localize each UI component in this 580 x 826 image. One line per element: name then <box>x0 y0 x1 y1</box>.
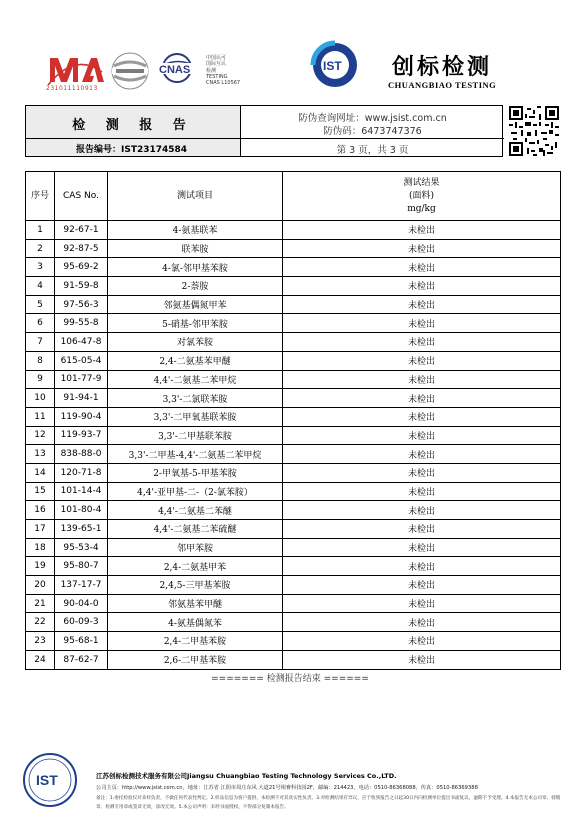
row-index: 8 <box>26 351 55 370</box>
svg-text:IST: IST <box>36 772 58 788</box>
row-cas: 615-05-4 <box>55 351 108 370</box>
cma-number: 231011110913 <box>46 85 98 92</box>
table-row <box>26 351 561 370</box>
table-row <box>26 520 561 539</box>
row-result: 未检出 <box>283 538 561 557</box>
cnas-caption: 中国认可 国际互认 检测 TESTING CNAS L10567 <box>206 55 241 87</box>
header-result: 测试结果 (面料) mg/kg <box>283 172 561 221</box>
row-item: 2,4-二氨基苯甲醚 <box>108 351 283 370</box>
row-cas: 97-56-3 <box>55 295 108 314</box>
verify-site: 防伪查询网址：www.jsist.com.cn <box>298 113 447 124</box>
header-index: 序号 <box>26 172 55 221</box>
brand-name-en: CHUANGBIAO TESTING <box>388 80 497 90</box>
verify-code: 防伪码：6473747376 <box>323 126 422 137</box>
row-item: 4-氨基联苯 <box>108 221 283 240</box>
table-row <box>26 277 561 296</box>
row-result: 未检出 <box>283 389 561 408</box>
row-result: 未检出 <box>283 314 561 333</box>
row-cas: 99-55-8 <box>55 314 108 333</box>
row-result: 未检出 <box>283 221 561 240</box>
table-row <box>26 295 561 314</box>
row-cas: 119-90-4 <box>55 407 108 426</box>
report-info-box <box>25 105 503 157</box>
row-item: 3,3'-二甲氧基联苯胺 <box>108 407 283 426</box>
svg-text:IST: IST <box>323 59 342 73</box>
row-index: 3 <box>26 258 55 277</box>
ilac-mra-logo <box>108 50 152 92</box>
row-cas: 60-09-3 <box>55 613 108 632</box>
row-index: 19 <box>26 557 55 576</box>
row-result: 未检出 <box>283 482 561 501</box>
row-index: 1 <box>26 221 55 240</box>
header-cas: CAS No. <box>55 172 108 221</box>
table-row <box>26 239 561 258</box>
row-cas: 90-04-0 <box>55 594 108 613</box>
row-cas: 139-65-1 <box>55 520 108 539</box>
row-result: 未检出 <box>283 239 561 258</box>
row-cas: 95-69-2 <box>55 258 108 277</box>
row-cas: 87-62-7 <box>55 650 108 669</box>
row-cas: 120-71-8 <box>55 463 108 482</box>
table-row <box>26 221 561 240</box>
row-item: 4,4'-二氨基二苯硫醚 <box>108 520 283 539</box>
cma-logo <box>46 52 104 88</box>
footer-notes: 备注：1.委托检验仅对来样负责，不做任何代表性判定。2.样品信息为客户提供，本检测不对其真实性负责。3.对检测结果有异议，应于收到报告之日起30日内向检测单位提出书面复议，逾期不予受理。4.本报告无本公司章、骑缝章、检测专用章或签章无效，涂改无效。5.本公司声明：未经书面授权，不得部分复制本报告。 <box>96 796 561 810</box>
table-row <box>26 445 561 464</box>
row-result: 未检出 <box>283 463 561 482</box>
table-row <box>26 463 561 482</box>
row-item: 对氯苯胺 <box>108 333 283 352</box>
row-index: 20 <box>26 576 55 595</box>
table-row <box>26 482 561 501</box>
report-number: 报告编号：IST23174584 <box>76 145 188 155</box>
row-item: 3,3'-二氯联苯胺 <box>108 389 283 408</box>
row-cas: 101-80-4 <box>55 501 108 520</box>
results-table <box>25 171 561 670</box>
table-row <box>26 314 561 333</box>
row-item: 2,4,5-三甲基苯胺 <box>108 576 283 595</box>
row-item: 4,4'-亚甲基-二-（2-氯苯胺） <box>108 482 283 501</box>
row-cas: 137-17-7 <box>55 576 108 595</box>
row-item: 2,4-二氨基甲苯 <box>108 557 283 576</box>
table-row <box>26 632 561 651</box>
brand-name-cn: 创标检测 <box>392 54 493 80</box>
row-result: 未检出 <box>283 632 561 651</box>
footer-company: 江苏创标检测技术服务有限公司Jiangsu Chuangbiao Testing Technology Services Co.,LTD. <box>96 772 397 780</box>
row-cas: 101-14-4 <box>55 482 108 501</box>
row-item: 3,3'-二甲基-4,4'-二氨基二苯甲烷 <box>108 445 283 464</box>
report-title-cell <box>26 106 241 156</box>
row-cas: 101-77-9 <box>55 370 108 389</box>
row-item: 3,3'-二甲基联苯胺 <box>108 426 283 445</box>
row-item: 5-硝基-邻甲苯胺 <box>108 314 283 333</box>
row-item: 2,6-二甲基苯胺 <box>108 650 283 669</box>
row-item: 邻氨基苯甲醚 <box>108 594 283 613</box>
row-item: 2-萘胺 <box>108 277 283 296</box>
table-row <box>26 650 561 669</box>
row-item: 4-氨基偶氮苯 <box>108 613 283 632</box>
row-cas: 92-67-1 <box>55 221 108 240</box>
row-result: 未检出 <box>283 650 561 669</box>
row-index: 7 <box>26 333 55 352</box>
table-row <box>26 613 561 632</box>
row-cas: 92-87-5 <box>55 239 108 258</box>
row-item: 2,4-二甲基苯胺 <box>108 632 283 651</box>
table-row <box>26 538 561 557</box>
table-row <box>26 258 561 277</box>
table-row <box>26 389 561 408</box>
row-index: 9 <box>26 370 55 389</box>
row-index: 17 <box>26 520 55 539</box>
table-row <box>26 557 561 576</box>
row-index: 16 <box>26 501 55 520</box>
row-item: 2-甲氧基-5-甲基苯胺 <box>108 463 283 482</box>
row-item: 邻氨基偶氮甲苯 <box>108 295 283 314</box>
cnas-logo <box>155 53 205 83</box>
row-cas: 95-80-7 <box>55 557 108 576</box>
row-result: 未检出 <box>283 501 561 520</box>
row-index: 11 <box>26 407 55 426</box>
row-index: 13 <box>26 445 55 464</box>
ist-logo <box>310 40 360 90</box>
table-row <box>26 501 561 520</box>
ist-seal <box>22 752 78 808</box>
footer-contact: 公司主页：http://www.jsist.com.cn，地址：江苏省 江阴市周庄东风 大道21号锡膏科技园2F，邮编：214423，电话：0510-86368088，传真：0510-86369388 <box>96 785 478 791</box>
row-index: 15 <box>26 482 55 501</box>
row-item: 联苯胺 <box>108 239 283 258</box>
table-row <box>26 576 561 595</box>
row-cas: 91-59-8 <box>55 277 108 296</box>
row-item: 邻甲苯胺 <box>108 538 283 557</box>
row-result: 未检出 <box>283 520 561 539</box>
row-result: 未检出 <box>283 576 561 595</box>
row-result: 未检出 <box>283 295 561 314</box>
row-result: 未检出 <box>283 594 561 613</box>
table-body <box>26 221 561 670</box>
table-row <box>26 333 561 352</box>
table-row <box>26 370 561 389</box>
row-index: 24 <box>26 650 55 669</box>
row-result: 未检出 <box>283 333 561 352</box>
table-header-row <box>26 172 561 221</box>
table-row <box>26 407 561 426</box>
row-cas: 91-94-1 <box>55 389 108 408</box>
qr-code <box>509 106 559 156</box>
row-index: 12 <box>26 426 55 445</box>
row-result: 未检出 <box>283 258 561 277</box>
row-result: 未检出 <box>283 557 561 576</box>
row-result: 未检出 <box>283 426 561 445</box>
header-item: 测试项目 <box>108 172 283 221</box>
svg-text:CNAS: CNAS <box>159 64 191 76</box>
table-row <box>26 426 561 445</box>
row-index: 10 <box>26 389 55 408</box>
row-cas: 95-68-1 <box>55 632 108 651</box>
row-index: 21 <box>26 594 55 613</box>
row-index: 5 <box>26 295 55 314</box>
row-index: 4 <box>26 277 55 296</box>
table-row <box>26 594 561 613</box>
row-index: 23 <box>26 632 55 651</box>
row-item: 4,4'-二氨基二苯甲烷 <box>108 370 283 389</box>
row-cas: 119-93-7 <box>55 426 108 445</box>
row-item: 4,4'-二氨基二苯醚 <box>108 501 283 520</box>
row-cas: 95-53-4 <box>55 538 108 557</box>
row-result: 未检出 <box>283 277 561 296</box>
row-item: 4-氯-邻甲基苯胺 <box>108 258 283 277</box>
report-title: 检 测 报 告 <box>72 118 194 133</box>
row-result: 未检出 <box>283 613 561 632</box>
row-result: 未检出 <box>283 370 561 389</box>
report-end-line: ======= 检测报告结束 ====== <box>211 674 369 684</box>
row-cas: 838-88-0 <box>55 445 108 464</box>
row-result: 未检出 <box>283 407 561 426</box>
row-index: 14 <box>26 463 55 482</box>
row-result: 未检出 <box>283 351 561 370</box>
row-index: 18 <box>26 538 55 557</box>
row-index: 2 <box>26 239 55 258</box>
row-cas: 106-47-8 <box>55 333 108 352</box>
page-info: 第 3 页，共 3 页 <box>336 145 409 156</box>
row-index: 6 <box>26 314 55 333</box>
row-result: 未检出 <box>283 445 561 464</box>
row-index: 22 <box>26 613 55 632</box>
